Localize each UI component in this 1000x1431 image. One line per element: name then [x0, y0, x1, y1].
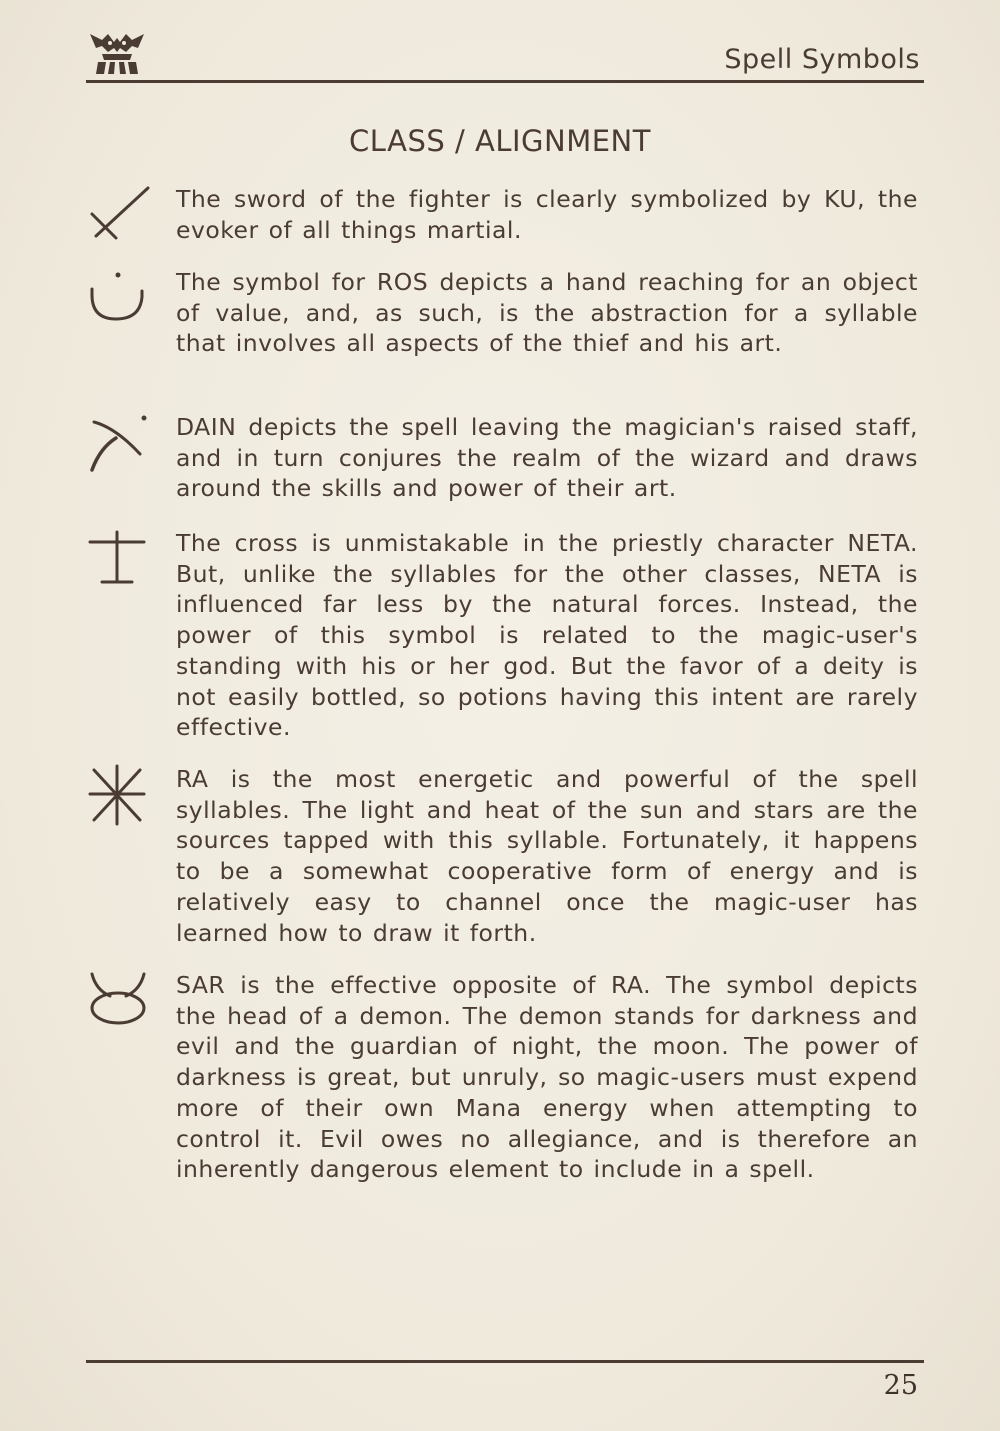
winged-demon-emblem-icon — [88, 30, 146, 76]
sar-demon-head-symbol-icon — [86, 970, 152, 1036]
ra-star-symbol-icon — [86, 764, 152, 830]
dain-staff-symbol-icon — [86, 412, 152, 478]
spell-entry-text: SAR is the effective opposite of RA. The symbol depicts the head of a demon. The demon stands for darkness and evil and the guardian of night, the moon. The power of darkness is great, but unruly, so magic-users must expend more of their own Mana energy when attempting to control it. Evil owes no allegiance, and is therefore an inherently dangerous element to include in a spell. — [176, 971, 918, 1184]
page-number: 25 — [883, 1370, 918, 1401]
spell-entry-text: DAIN depicts the spell leaving the magician's raised staff, and in turn conjures the realm of the wizard and draws around the skills and power of their art. — [176, 413, 918, 503]
section-title: CLASS / ALIGNMENT — [349, 124, 651, 158]
footer-divider — [86, 1360, 924, 1363]
ku-sword-symbol-icon — [86, 184, 152, 250]
page-header-title: Spell Symbols — [724, 44, 920, 75]
spell-entry-text: The cross is unmistakable in the priestly character NETA. But, unlike the syllables for the other classes, NETA is influenced far less by the natural forces. Instead, the power of this symbol is related to the magic-user's standing with his or her god. But the favor of a deity is not easily bottled, so potions having this intent are rarely effective. — [176, 529, 918, 742]
spell-entry-text: The sword of the fighter is clearly symbolized by KU, the evoker of all things martial. — [176, 185, 918, 244]
spell-entry-text: RA is the most energetic and powerful of the spell syllables. The light and heat of the sun and stars are the sources tapped with this syllable. Fortunately, it happens to be a somewhat cooperative form of energy and is relatively easy to channel once the magic-user has learned how to draw it forth. — [176, 765, 918, 947]
neta-cross-symbol-icon — [86, 528, 152, 594]
ros-hand-symbol-icon — [86, 267, 152, 333]
spell-entry-text: The symbol for ROS depicts a hand reaching for an object of value, and, as such, is the abstraction for a syllable that involves all aspects of the thief and his art. — [176, 268, 918, 358]
header-divider — [86, 80, 924, 83]
